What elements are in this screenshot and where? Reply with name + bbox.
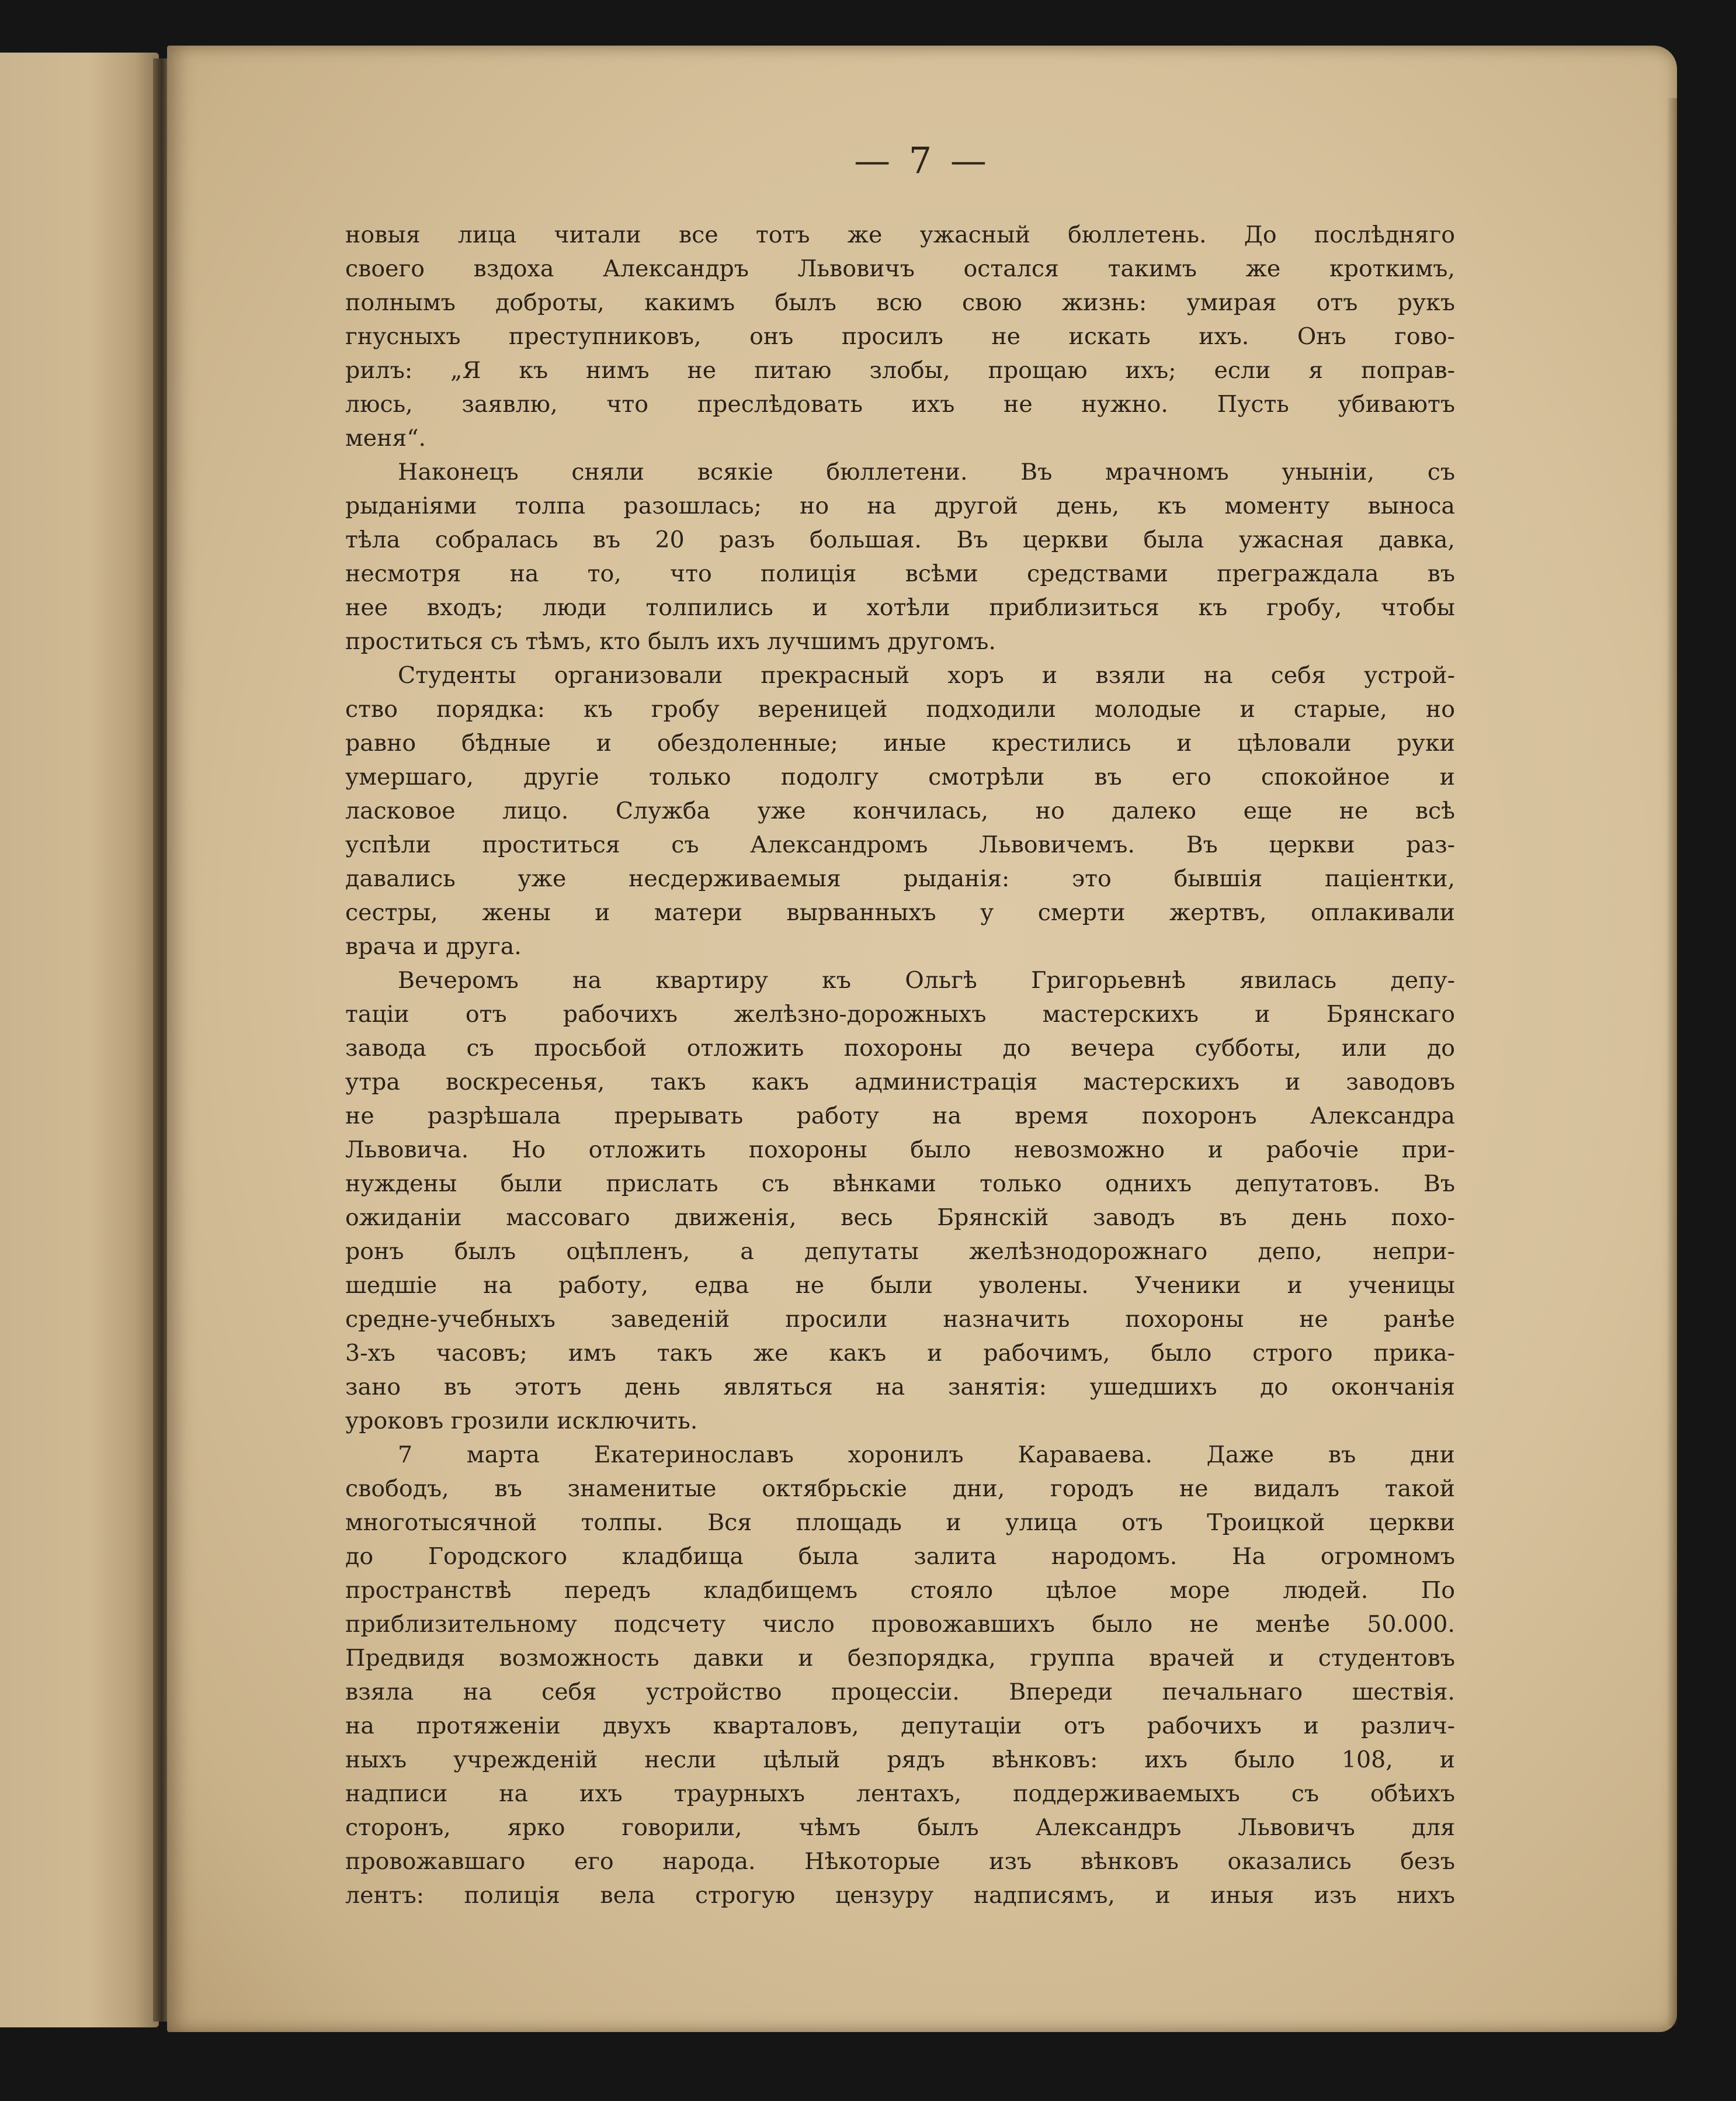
text-line: своего вздоха Александръ Львовичъ остался такимъ же кроткимъ, <box>345 255 1455 282</box>
text-line: на протяженіи двухъ кварталовъ, депутаціи отъ рабочихъ и различ- <box>345 1712 1455 1739</box>
text-line: давались уже несдерживаемыя рыданія: это бывшія паціентки, <box>345 865 1455 892</box>
text-line: завода съ просьбой отложить похороны до вечера субботы, или до <box>345 1035 1455 1062</box>
text-line: ласковое лицо. Служба уже кончилась, но далеко еще не всѣ <box>345 798 1455 824</box>
text-line: равно бѣдные и обездоленные; иные крестились и цѣловали руки <box>345 730 1455 757</box>
text-line: люсь, заявлю, что преслѣдовать ихъ не нужно. Пусть убиваютъ <box>345 391 1455 418</box>
text-line: пространствѣ передъ кладбищемъ стояло цѣлое море людей. По <box>345 1577 1455 1604</box>
text-line: ныхъ учрежденій несли цѣлый рядъ вѣнковъ: ихъ было 108, и <box>345 1746 1455 1773</box>
text-line: ронъ былъ оцѣпленъ, а депутаты желѣзнодорожнаго депо, непри- <box>345 1238 1455 1265</box>
text-line: тѣла собралась въ 20 разъ большая. Въ церкви была ужасная давка, <box>345 526 1455 553</box>
text-line: проститься съ тѣмъ, кто былъ ихъ лучшимъ другомъ. <box>345 628 996 655</box>
text-line: новыя лица читали все тотъ же ужасный бюллетень. До послѣдняго <box>345 221 1455 248</box>
text-line: зано въ этотъ день являться на занятія: ушедшихъ до окончанія <box>345 1374 1455 1400</box>
body-text <box>345 218 1455 1912</box>
page-edge-shadow <box>1666 98 1677 2026</box>
text-line: 3-хъ часовъ; имъ такъ же какъ и рабочимъ, было строго прика- <box>345 1340 1455 1367</box>
text-line: лентъ: полиція вела строгую цензуру надписямъ, и иныя изъ нихъ <box>345 1882 1455 1909</box>
text-line: умершаго, другіе только подолгу смотрѣли въ его спокойное и <box>345 764 1455 791</box>
text-line: Вечеромъ на квартиру къ Ольгѣ Григорьевнѣ явилась депу- <box>398 967 1455 994</box>
text-line: до Городского кладбища была залита народомъ. На огромномъ <box>345 1543 1455 1570</box>
text-line: приблизительному подсчету число провожавшихъ было не менѣе 50.000. <box>345 1611 1455 1638</box>
text-line: Львовича. Но отложить похороны было невозможно и рабочіе при- <box>345 1136 1455 1163</box>
text-line: ожиданіи массоваго движенія, весь Брянскій заводъ въ день похо- <box>345 1204 1455 1231</box>
text-line: надписи на ихъ траурныхъ лентахъ, поддерживаемыхъ съ обѣихъ <box>345 1780 1455 1807</box>
text-line: полнымъ доброты, какимъ былъ всю свою жизнь: умирая отъ рукъ <box>345 289 1455 316</box>
text-line: Наконецъ сняли всякіе бюллетени. Въ мрачномъ уныніи, съ <box>398 459 1455 486</box>
text-line: ство порядка: къ гробу вереницей подходили молодые и старые, но <box>345 696 1455 723</box>
text-line: 7 марта Екатеринославъ хоронилъ Караваева. Даже въ дни <box>398 1441 1455 1468</box>
text-line: Студенты организовали прекрасный хоръ и взяли на себя устрой- <box>398 662 1455 689</box>
text-line: средне-учебныхъ заведеній просили назначить похороны не ранѣе <box>345 1306 1455 1333</box>
text-line: сестры, жены и матери вырванныхъ у смерти жертвъ, оплакивали <box>345 899 1455 926</box>
text-line: утра воскресенья, такъ какъ администрація мастерскихъ и заводовъ <box>345 1069 1455 1095</box>
text-line: уроковъ грозили исключить. <box>345 1407 698 1434</box>
text-line: успѣли проститься съ Александромъ Львовичемъ. Въ церкви раз- <box>345 831 1455 858</box>
text-line: не разрѣшала прерывать работу на время похоронъ Александра <box>345 1102 1455 1129</box>
text-line: Предвидя возможность давки и безпорядка, группа врачей и студентовъ <box>345 1645 1455 1672</box>
text-line: рыданіями толпа разошлась; но на другой день, къ моменту выноса <box>345 493 1455 519</box>
text-line: свободъ, въ знаменитые октябрьскіе дни, городъ не видалъ такой <box>345 1475 1455 1502</box>
text-line: провожавшаго его народа. Нѣкоторые изъ вѣнковъ оказались безъ <box>345 1848 1455 1875</box>
page-number: — 7 — <box>854 139 990 182</box>
text-line: сторонъ, ярко говорили, чѣмъ былъ Александръ Львовичъ для <box>345 1814 1455 1841</box>
text-line: таціи отъ рабочихъ желѣзно-дорожныхъ мастерскихъ и Брянскаго <box>345 1001 1455 1028</box>
left-page-edge <box>0 53 159 2027</box>
text-line: многотысячной толпы. Вся площадь и улица отъ Троицкой церкви <box>345 1509 1455 1536</box>
text-line: нее входъ; люди толпились и хотѣли приблизиться къ гробу, чтобы <box>345 594 1455 621</box>
book-page <box>167 46 1677 2032</box>
text-line: врача и друга. <box>345 933 522 960</box>
text-line: нуждены были прислать съ вѣнками только однихъ депутатовъ. Въ <box>345 1170 1455 1197</box>
text-line: шедшіе на работу, едва не были уволены. Ученики и ученицы <box>345 1272 1455 1299</box>
text-line: несмотря на то, что полиція всѣми средствами преграждала въ <box>345 560 1455 587</box>
text-line: взяла на себя устройство процессіи. Впереди печальнаго шествія. <box>345 1679 1455 1705</box>
text-line: гнусныхъ преступниковъ, онъ просилъ не искать ихъ. Онъ гово- <box>345 323 1455 350</box>
text-line: рилъ: „Я къ нимъ не питаю злобы, прощаю ихъ; если я поправ- <box>345 357 1455 384</box>
text-line: меня“. <box>345 425 426 452</box>
